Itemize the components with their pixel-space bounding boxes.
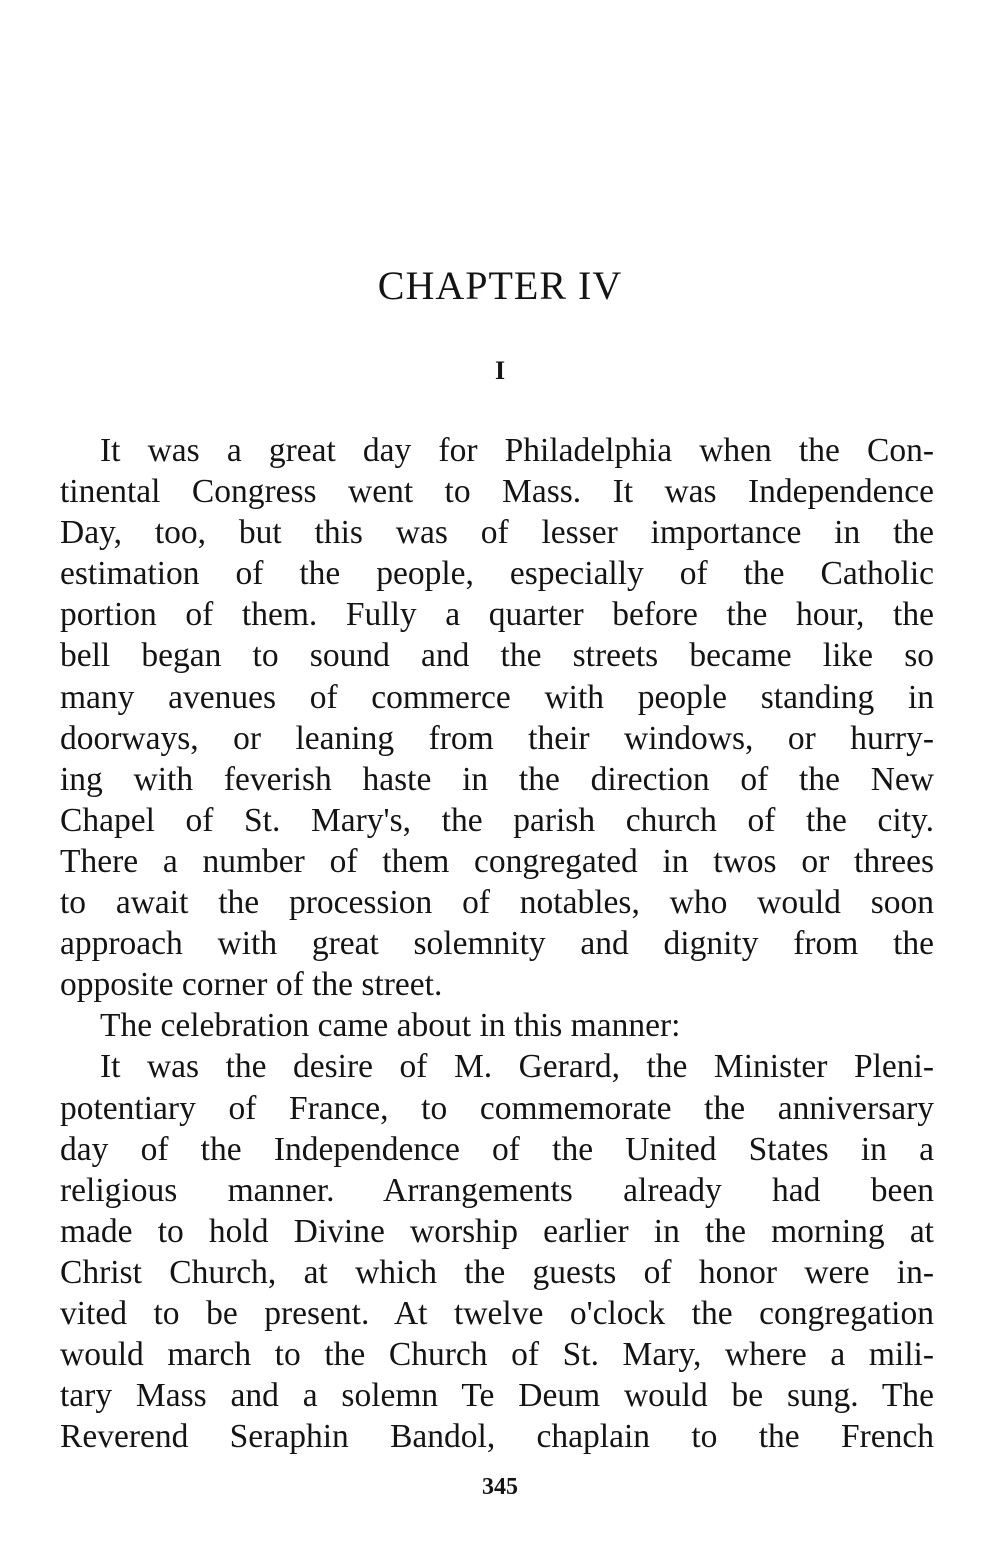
text-line: estimation of the people, especially of the Catholic <box>60 555 934 593</box>
section-number: I <box>494 356 506 385</box>
text-line: It was the desire of M. Gerard, the Minister Pleni- <box>100 1048 934 1086</box>
text-line: Chapel of St. Mary's, the parish church of the city. <box>60 801 934 839</box>
paragraph <box>60 430 934 1005</box>
text-line: vited to be present. At twelve o'clock the congregation <box>60 1294 934 1332</box>
text-line: Day, too, but this was of lesser importance in the <box>60 514 934 552</box>
text-line: tinental Congress went to Mass. It was Independence <box>60 473 934 511</box>
text-line: made to hold Divine worship earlier in the morning at <box>60 1212 934 1250</box>
text-line: religious manner. Arrangements already had been <box>60 1171 934 1209</box>
text-line: many avenues of commerce with people standing in <box>60 678 934 716</box>
text-line: doorways, or leaning from their windows, or hurry- <box>60 719 934 757</box>
text-line: would march to the Church of St. Mary, where a mili- <box>60 1336 934 1374</box>
text-line: ing with feverish haste in the direction of the New <box>60 760 934 798</box>
text-line: portion of them. Fully a quarter before the hour, the <box>60 596 934 634</box>
chapter-title: CHAPTER IV <box>377 263 623 308</box>
text-line: day of the Independence of the United States in a <box>60 1130 934 1168</box>
paragraph <box>60 1005 934 1046</box>
text-line: Christ Church, at which the guests of honor were in- <box>60 1253 934 1291</box>
text-line: approach with great solemnity and dignity from the <box>60 925 934 963</box>
text-line: to await the procession of notables, who would soon <box>60 884 934 922</box>
text-line: There a number of them congregated in twos or threes <box>60 842 934 880</box>
page-number: 345 <box>482 1474 518 1500</box>
text-line: potentiary of France, to commemorate the anniversary <box>60 1089 934 1127</box>
text-line: tary Mass and a solemn Te Deum would be sung. The <box>60 1377 934 1415</box>
text-line: opposite corner of the street. <box>60 966 443 1004</box>
text-line: Reverend Seraphin Bandol, chaplain to the French <box>60 1418 934 1456</box>
text-line: The celebration came about in this manner: <box>100 1007 681 1045</box>
body-text <box>60 430 934 1457</box>
text-line: bell began to sound and the streets became like so <box>60 637 934 675</box>
paragraph <box>60 1046 934 1457</box>
text-line: It was a great day for Philadelphia when the Con- <box>100 432 934 469</box>
